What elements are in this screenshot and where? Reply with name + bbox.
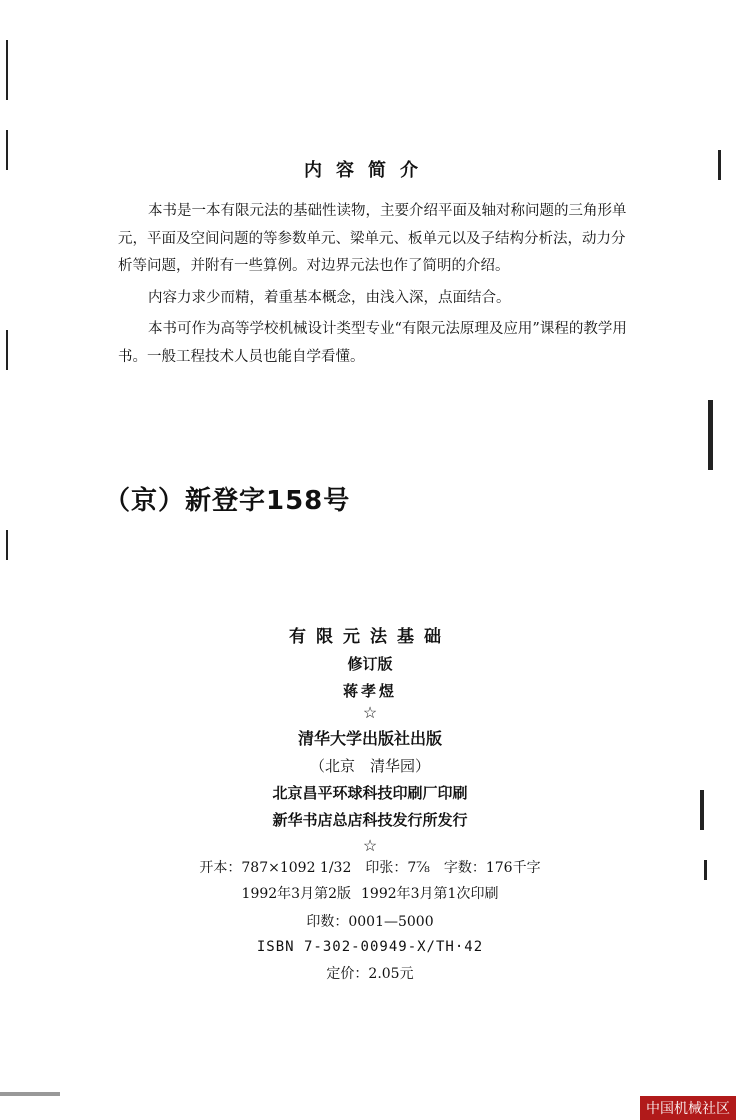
scan-edge-mark bbox=[708, 400, 713, 470]
sheets-spec: 印张：7⅞ bbox=[365, 860, 430, 876]
registration-number: （京）新登字158号 bbox=[104, 486, 351, 516]
edition-label: 修订版 bbox=[347, 655, 393, 673]
scan-edge-mark bbox=[700, 790, 704, 830]
author-name: 蒋孝煜 bbox=[342, 682, 397, 700]
scan-edge-mark bbox=[6, 330, 8, 370]
publisher-location: （北京 清华园） bbox=[309, 757, 430, 775]
distributor: 新华书店总店科技发行所发行 bbox=[272, 811, 468, 829]
scan-edge-mark bbox=[704, 860, 707, 880]
abstract-title: 内容简介 bbox=[304, 160, 432, 181]
abstract-paragraph: 本书可作为高等学校机械设计类型专业“有限元法原理及应用”课程的教学用书。一般工程技术人员也能自学看懂。 bbox=[118, 321, 627, 365]
isbn: ISBN 7-302-00949-X/TH·42 bbox=[256, 939, 484, 955]
book-title: 有限元法基础 bbox=[289, 627, 451, 647]
scan-edge-mark bbox=[0, 1092, 60, 1096]
edition-info: 1992年3月第2版 bbox=[241, 886, 351, 902]
abstract-paragraph: 本书是一本有限元法的基础性读物，主要介绍平面及轴对称问题的三角形单元，平面及空间问题的等参数单元、梁单元、板单元以及子结构分析法，动力分析等问题，并附有一些算例。对边界元法也作了简明的介绍。 bbox=[118, 203, 627, 274]
word-count: 字数：176千字 bbox=[443, 860, 541, 876]
abstract-body bbox=[118, 198, 638, 375]
star-icon: ☆ bbox=[362, 836, 378, 855]
abstract-paragraph: 内容力求少而精，着重基本概念，由浅入深，点面结合。 bbox=[148, 289, 511, 306]
star-icon: ☆ bbox=[362, 703, 378, 722]
format-spec: 开本：787×1092 1/32 bbox=[199, 860, 352, 876]
printing-info: 1992年3月第1次印刷 bbox=[361, 886, 499, 902]
scan-edge-mark bbox=[718, 150, 721, 180]
watermark: 中国机械社区 bbox=[640, 1096, 736, 1120]
scan-edge-mark bbox=[6, 130, 8, 170]
colophon bbox=[150, 622, 590, 991]
printer: 北京昌平环球科技印刷厂印刷 bbox=[272, 784, 468, 802]
edition-history bbox=[150, 883, 590, 903]
print-specs bbox=[150, 857, 590, 877]
publisher: 清华大学出版社出版 bbox=[297, 729, 442, 748]
print-run: 印数：0001—5000 bbox=[306, 914, 434, 930]
scan-edge-mark bbox=[6, 530, 8, 560]
price: 定价：2.05元 bbox=[326, 966, 414, 982]
scan-edge-mark bbox=[6, 40, 8, 100]
